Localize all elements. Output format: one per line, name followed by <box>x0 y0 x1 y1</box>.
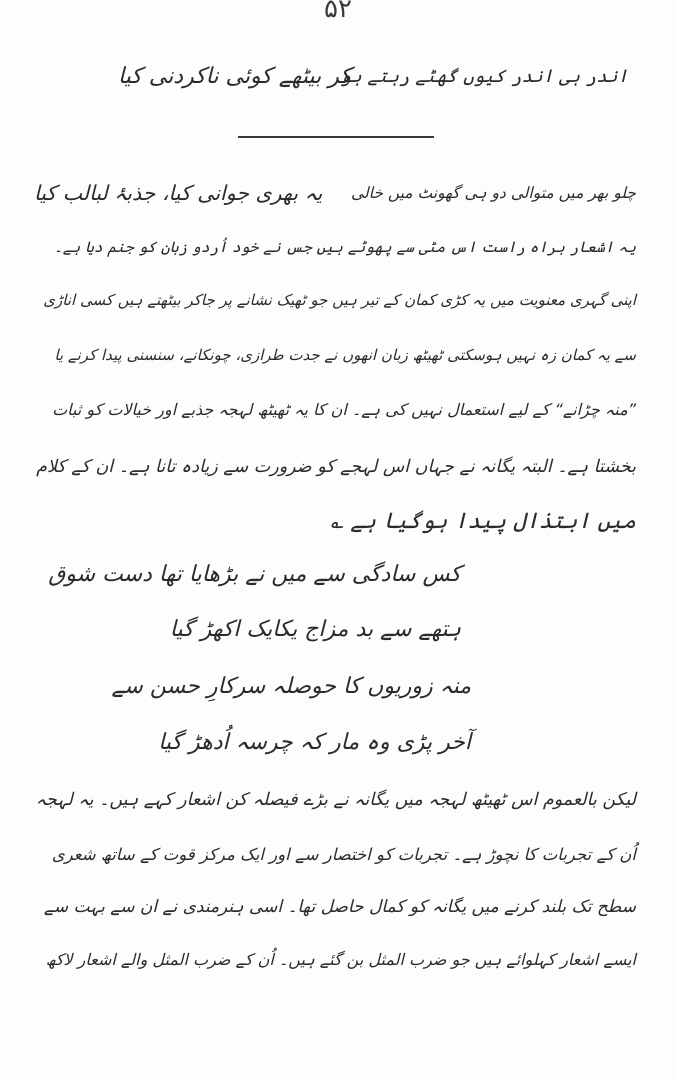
paragraph1-line: ”منہ چڑانے“ کے لیے استعمال نہیں کی ہے۔ ان کا یہ ٹھیٹھ لہجہ جذبے اور خیالات کو ثبات <box>52 400 636 419</box>
couplet2-right: چلو بھر میں متوالی دو ہی گھونٹ میں خالی <box>350 184 636 202</box>
section-divider <box>238 136 434 138</box>
page-number: ۵۲ <box>324 0 352 24</box>
paragraph1-line: یہ اشعار براہ راست اس مٹی سے پھوٹے ہیں جس نے خود اُردو زبان کو جنم دیا ہے۔ <box>53 238 636 256</box>
paragraph1-line: سے یہ کمان زہ نہیں ہوسکتی ٹھیٹھ زبان انھوں نے جدت طرازی، چونکانے، سنسنی پیدا کرنے یا <box>54 346 636 364</box>
couplet2-left: یہ بھری جوانی کیا، جذبۂ لبالب کیا <box>34 181 323 205</box>
paragraph1-line: بخشتا ہے۔ البتہ یگانہ نے جہاں اس لہجے کو ضرورت سے زیادہ تانا ہے۔ ان کے کلام <box>36 457 636 477</box>
verse-line: ہتھے سے بد مزاج یکایک اکھڑ گیا <box>169 617 461 642</box>
paragraph2-line: لیکن بالعموم اس ٹھیٹھ لہجہ میں یگانہ نے بڑے فیصلہ کن اشعار کہے ہیں۔ یہ لہجہ <box>35 790 636 810</box>
verse-line: کس سادگی سے میں نے بڑھایا تھا دست شوق <box>48 562 461 587</box>
verse-line: آخر پڑی وہ مار کہ چرسہ اُدھڑ گیا <box>158 730 471 755</box>
paragraph1-line: اپنی گہری معنویت میں یہ کڑی کمان کے تیر ہیں جو ٹھیک نشانے پر جاکر بیٹھتے ہیں کسی اناڑی <box>43 291 636 309</box>
paragraph1-line: میں ابتذال پیدا ہوگیا ہے ؎ <box>330 509 636 534</box>
paragraph2-line: ایسے اشعار کہلوائے ہیں جو ضرب المثل بن گئے ہیں۔ اُن کے ضرب المثل والے اشعار لاکھ <box>45 950 636 969</box>
heading-couplet-right: اندر ہی اندر کیوں گھٹے رہتے ہو <box>340 66 628 87</box>
paragraph2-line: سطح تک بلند کرنے میں یگانہ کو کمال حاصل تھا۔ اسی ہنرمندی نے ان سے بہت سے <box>43 897 636 917</box>
paragraph2-line: اُن کے تجربات کا نچوڑ ہے۔ تجربات کو اختصار سے اور ایک مرکز قوت کے ساتھ شعری <box>51 845 636 864</box>
verse-line: منہ زوریوں کا حوصلہ سرکارِ حسن سے <box>111 674 471 699</box>
heading-couplet-left: کر بیٹھے کوئی ناکردنی کیا <box>118 64 351 89</box>
